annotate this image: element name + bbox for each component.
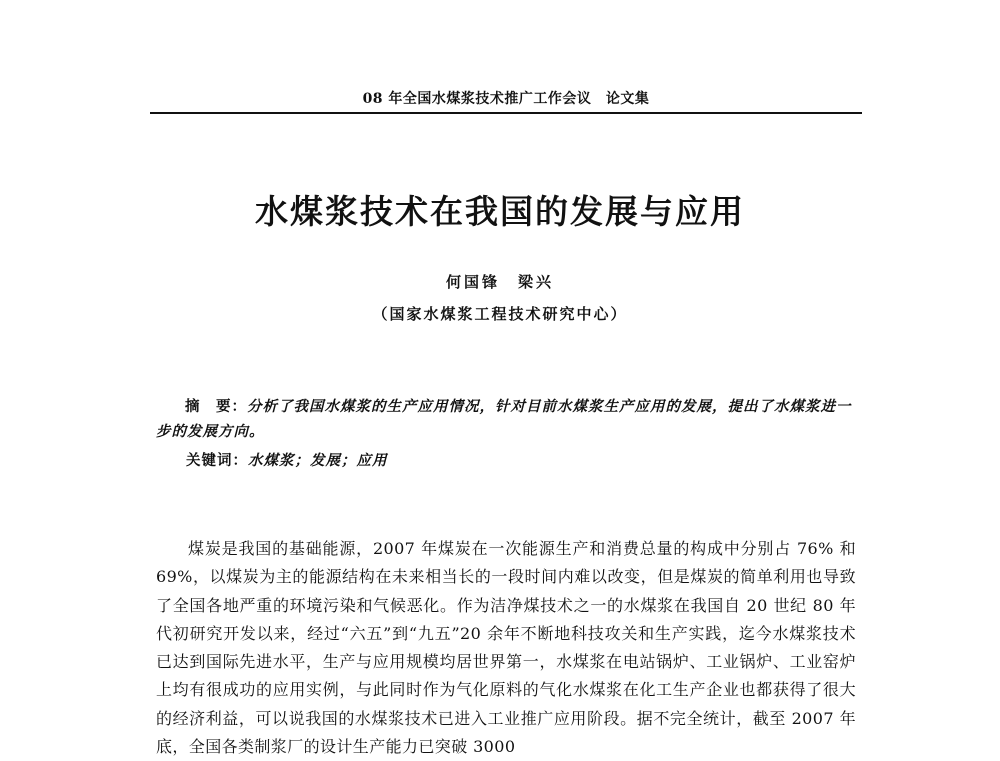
affiliation: （国家水煤浆工程技术研究中心） <box>372 305 628 323</box>
header-rule <box>150 112 862 114</box>
running-header: 08 年全国水煤浆技术推广工作会议 论文集 <box>362 91 650 107</box>
body-paragraph: 煤炭是我国的基础能源，2007 年煤炭在一次能源生产和消费总量的构成中分别占 76% 和 69%，以煤炭为主的能源结构在未来相当长的一段时间内难以改变，但是煤炭的简单利用也导致了全国各地严重的环境污染和气候恶化。作为洁净煤技术之一的水煤浆在我国自 20 世纪 80 年代初研究开发以来，经过“六五”到“九五”20 余年不断地科技攻关和生产实践，迄今水煤浆技术已达到国际先进水平，生产与应用规模均居世界第一，水煤浆在电站锅炉、工业锅炉、工业窑炉上均有很成功的应用实例，与此同时作为气化原料的气化水煤浆在化工生产企业也都获得了很大的经济利益，可以说我国的水煤浆技术已进入工业推广应用阶段。据不完全统计，截至 2007 年底，全国各类制浆厂的设计生产能力已突破 3000 <box>156 539 856 757</box>
article-title: 水煤浆技术在我国的发展与应用 <box>255 192 745 231</box>
abstract-block <box>156 394 856 444</box>
keywords-text: 水煤浆；发展；应用 <box>248 452 388 469</box>
abstract-label: 摘 要： <box>185 398 247 415</box>
keywords-block <box>186 449 856 470</box>
keywords-label: 关键词： <box>186 452 248 469</box>
authors: 何国锋 梁兴 <box>445 273 554 291</box>
abstract-text: 分析了我国水煤浆的生产应用情况，针对目前水煤浆生产应用的发展，提出了水煤浆进一步的发展方向。 <box>156 398 852 440</box>
